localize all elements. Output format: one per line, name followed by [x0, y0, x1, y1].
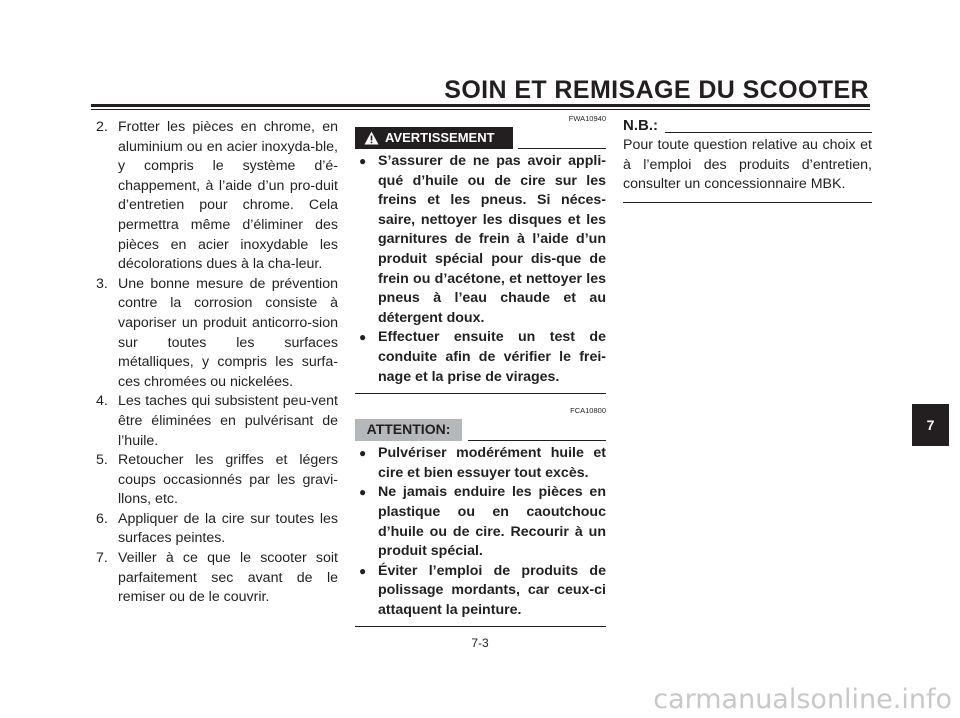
- warning-code: FWA10940: [568, 114, 606, 123]
- list-item: [355, 152, 606, 328]
- list-text: Appliquer de la cire sur toutes les surfaces peintes.: [118, 510, 338, 547]
- list-item: [92, 118, 338, 275]
- list-item: [92, 549, 338, 608]
- warnings-column: [355, 114, 606, 627]
- bullet-text: S’assurer de ne pas avoir appli-qué d’huile ou de cire sur les freins et les pneus. Si néces-saire, nettoyer les disques et les garnitures de frein à l’aide d’un produit spécial pour dis-que de frein ou d’acétone, et nettoyer les pneus à l’eau chaude et au détergent doux.: [378, 153, 606, 326]
- note-label: N.B.:: [623, 117, 658, 134]
- page-number: 7-3: [471, 636, 489, 650]
- bullet-dot-icon: ●: [359, 330, 367, 345]
- list-item: [355, 562, 606, 621]
- list-item: [355, 328, 606, 387]
- list-number: 7.: [96, 550, 108, 567]
- warning-rule: [518, 148, 606, 149]
- bullet-text: Éviter l’emploi de produits de polissage mordants, car ceux-ci attaquent la peinture.: [378, 562, 606, 618]
- list-text: Les taches qui subsistent peu-vent être éliminées en pulvérisant de l’huile.: [118, 393, 338, 449]
- note-text: Pour toute question relative au choix et à l’emploi des produits d’entretien, consulter un concessionnaire MBK.: [623, 137, 872, 193]
- list-number: 4.: [96, 393, 108, 410]
- warning-triangle-icon: [364, 131, 379, 145]
- note-header: [623, 116, 872, 136]
- warning-bullets: [355, 152, 606, 387]
- list-text: Frotter les pièces en chrome, en aluminium ou en acier inoxyda-ble, y compris le système d’é-chappement, à l’aide d’un pro-duit d’entretien pour chrome. Cela permettra même d’éliminer des pièces en acier inoxydable les décolorations dues à la cha-leur.: [118, 119, 338, 273]
- warning-label: AVERTISSEMENT: [385, 130, 495, 146]
- note-rule: [665, 132, 872, 133]
- warning-end-rule: [355, 393, 606, 394]
- bullet-text: Effectuer ensuite un test de conduite afin de vérifier le frei-nage et la prise de virages.: [378, 329, 606, 385]
- bullet-dot-icon: ●: [359, 563, 367, 578]
- bullet-dot-icon: ●: [359, 446, 367, 461]
- list-number: 2.: [96, 119, 108, 135]
- bullet-dot-icon: ●: [359, 485, 367, 500]
- attention-code: FCA10800: [570, 406, 606, 416]
- list-number: 5.: [96, 452, 108, 469]
- attention-end-rule: [355, 626, 606, 627]
- list-item: [92, 275, 338, 393]
- note-column: [623, 116, 872, 203]
- attention-header: [355, 419, 606, 441]
- bullet-dot-icon: ●: [359, 154, 367, 168]
- attention-bullets: [355, 444, 606, 620]
- list-number: 3.: [96, 275, 108, 292]
- list-item: [92, 392, 338, 451]
- note-end-rule: [623, 202, 872, 203]
- header-rule: [91, 104, 870, 107]
- list-text: Retoucher les griffes et légers coups occasionnés par les gravi-llons, etc.: [118, 452, 338, 508]
- chapter-tab: 7: [912, 404, 949, 446]
- list-text: Veiller à ce que le scooter soit parfaitement sec avant de le remiser ou de le couvrir.: [118, 550, 338, 606]
- list-item: [92, 451, 338, 510]
- watermark: carmanualsonline.info: [653, 684, 952, 715]
- list-number: 6.: [96, 510, 108, 527]
- warning-label-box: [355, 127, 513, 149]
- list-text: Une bonne mesure de prévention contre la corrosion consiste à vaporiser un produit anticorro-sion sur toutes les surfaces métalliques, y compris les surfa-ces chromées ou nickelées.: [118, 275, 338, 390]
- bullet-text: Ne jamais enduire les pièces en plastique ou en caoutchouc d’huile ou de cire. Recourir à un produit spécial.: [378, 484, 606, 560]
- section-title: SOIN ET REMISAGE DU SCOOTER: [444, 76, 869, 104]
- list-item: [355, 483, 606, 561]
- list-item: [92, 510, 338, 549]
- attention-label: ATTENTION:: [355, 419, 462, 441]
- bullet-text: Pulvériser modérément huile et cire et bien essuyer tout excès.: [378, 445, 606, 481]
- list-item: [355, 444, 606, 483]
- header-rule-thin: [91, 109, 870, 110]
- warning-header: [355, 127, 606, 149]
- maintenance-steps: [92, 118, 338, 608]
- attention-rule: [468, 440, 606, 441]
